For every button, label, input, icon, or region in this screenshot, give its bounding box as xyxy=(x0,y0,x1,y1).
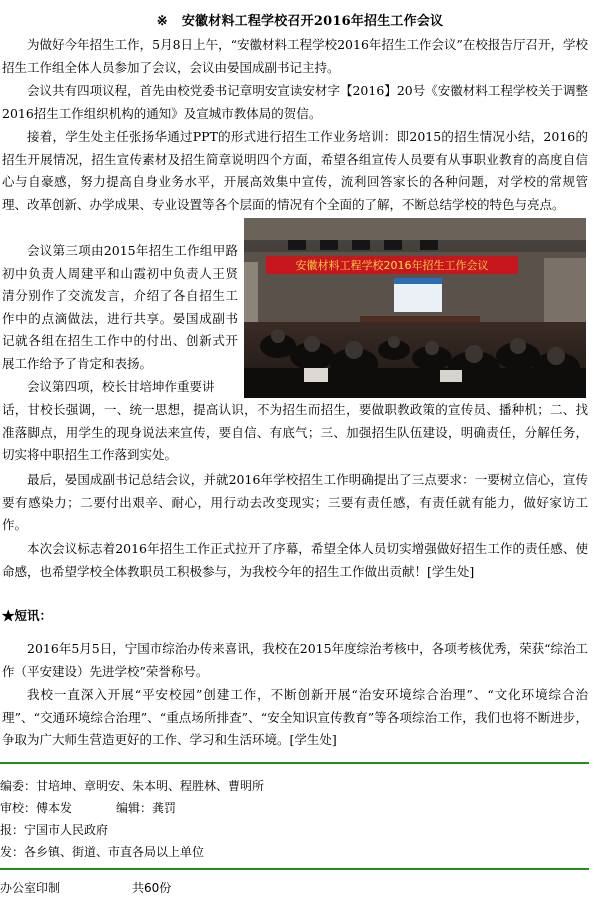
meeting-photo xyxy=(244,218,586,398)
meeting-photo-graphic xyxy=(244,218,586,398)
article-title-text: 安徽材料工程学校召开2016年招生工作会议 xyxy=(181,14,444,29)
meeting-banner-text: 安徽材料工程学校2016年招生工作会议 xyxy=(295,259,489,272)
footer-copies: 共60份 xyxy=(132,881,172,895)
footer-send-to: 发：各乡镇、街道、市直各局以上单位 xyxy=(0,845,205,859)
footer-reviewer: 审校：傅本发 xyxy=(0,801,73,815)
footer-printer: 办公室印制 xyxy=(0,881,61,895)
article-paragraph-5-start: 会议第四项，校长甘培坤作重要讲 xyxy=(27,379,215,394)
brief-paragraph-2: 我校一直深入开展“平安校园”创建工作，不断创新开展“治安环境综合治理”、“文化环境综合治理”、“交通环境综合治理”、“重点场所排查”、“安全知识宣传教育”等各项综治工作，我们也将不断进步，争取为广大师生营造更好的工作、学习和生活环境。[学生处] xyxy=(2,687,588,748)
article-paragraph-2: 会议共有四项议程，首先由校党委书记章明安宣读安材字【2016】20号《安徽材料工程学校关于调整2016招生工作组织机构的通知》及宣城市教体局的贺信。 xyxy=(2,83,588,121)
article-title xyxy=(0,10,600,29)
article-paragraph-6: 最后，晏国成副书记总结会议，并就2016年学校招生工作明确提出了三点要求：一要树立信心，宣传要有感染力；二要付出艰辛、耐心，用行动去改变现实；三要有责任感，有责任就有能力，做好家访工作。 xyxy=(2,472,588,533)
article-paragraph-4: 会议第三项由2015年招生工作组甲路初中负责人周建平和山霞初中负责人王贤清分别作了交流发言，介绍了各自招生工作中的点滴做法，进行共享。晏国成副书记就各组在招生工作中的付出、创新式开展工作给予了肯定和表扬。 xyxy=(2,243,238,371)
reference-mark-icon: ※ xyxy=(156,14,168,29)
footer-divider-bottom xyxy=(0,868,589,870)
article-paragraph-3: 接着，学生处主任张扬华通过PPT的形式进行招生工作业务培训：即2015的招生情况小结，2016的招生开展情况，招生宣传素材及招生简章说明四个方面，希望各组宣传人员要有从事职业教育的高度自信心与自豪感，努力提高自身业务水平，开展高效集中宣传，流利回答家长的各种问题，对学校的常规管理、改革创新、办学成果、专业设置等各个层面的情况有个全面的了解，不断总结学校的特色与亮点。 xyxy=(2,129,588,212)
brief-paragraph-1: 2016年5月5日，宁国市综治办传来喜讯，我校在2015年度综治考核中，各项考核优秀，荣获“综治工作（平安建设）先进学校”荣誉称号。 xyxy=(2,641,588,679)
footer-report-to: 报：宁国市人民政府 xyxy=(0,823,109,837)
article-paragraph-7: 本次会议标志着2016年招生工作正式拉开了序幕，希望全体人员切实增强做好招生工作的责任感、使命感，也希望学校全体教职员工积极参与，为我校今年的招生工作做出贡献！[学生处] xyxy=(2,541,588,579)
footer-editors: 编委：甘培坤、章明安、朱本明、程胜林、曹明所 xyxy=(0,779,265,793)
footer-divider-top xyxy=(0,762,589,764)
brief-heading: ★短讯： xyxy=(2,608,53,623)
footer-editor: 编辑：龚罚 xyxy=(116,801,177,815)
article-paragraph-5: 话，甘校长强调，一、统一思想，提高认识，不为招生而招生，要做职教政策的宣传员、播种机；二、找准落脚点，用学生的现身说法来宣传，要自信、有底气；三、加强招生队伍建设，明确责任，分解任务，切实将中职招生工作落到实处。 xyxy=(2,402,588,463)
article-paragraph-1: 为做好今年招生工作，5月8日上午，“安徽材料工程学校2016年招生工作会议”在校报告厅召开，学校招生工作组全体人员参加了会议，会议由晏国成副书记主持。 xyxy=(2,37,588,75)
